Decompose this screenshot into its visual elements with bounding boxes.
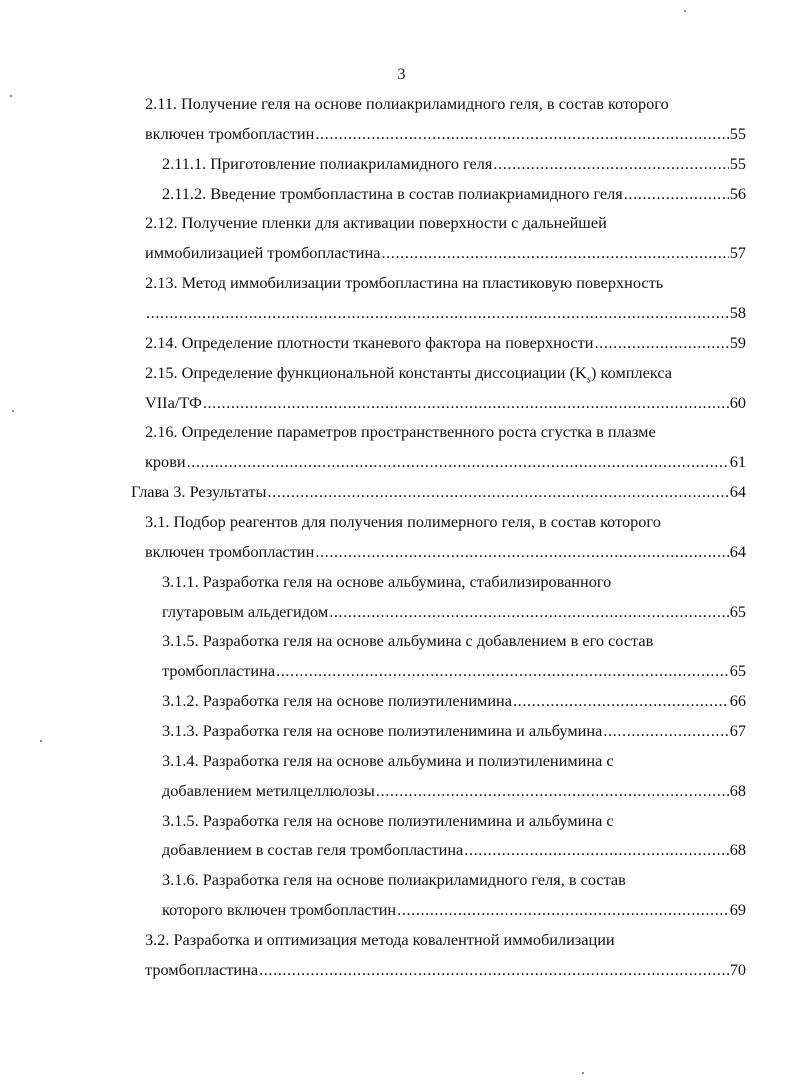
toc-entry-title: 2.13. Метод иммобилизации тромбопластина на пластиковую поверхность	[145, 273, 664, 293]
toc-entry-text	[162, 686, 512, 716]
toc-entry-line	[0, 447, 797, 477]
toc-page-number: 58	[729, 303, 746, 323]
toc-entry-text	[162, 746, 614, 776]
dot-leader	[513, 686, 729, 716]
toc-entry-title: VIIa/ТФ	[145, 392, 202, 412]
toc-entry-title: включен тромбопластин	[145, 541, 315, 561]
toc-entry-line	[0, 925, 797, 955]
toc-page-number: 61	[729, 452, 746, 472]
toc-page-number: 64	[729, 482, 746, 502]
toc-entry-title: добавлением в состав геля тромбопластина	[162, 840, 464, 860]
toc-entry-title: включен тромбопластин	[145, 123, 315, 143]
toc-entry-title: добавлением метилцеллюлозы	[162, 780, 375, 800]
toc-entry-text	[162, 716, 602, 746]
toc-entry-title: 3.1.1. Разработка геля на основе альбумина, стабилизированного	[162, 571, 612, 591]
toc-entry-title: крови	[145, 452, 186, 472]
toc-entry-line	[0, 656, 797, 686]
toc-entry-title: 2.12. Получение пленки для активации поверхности с дальнейшей	[145, 213, 607, 233]
toc-page-number: 56	[729, 183, 746, 203]
toc-entry-line	[0, 955, 797, 985]
toc-page-number: 59	[729, 332, 746, 352]
toc-entry-title: 2.11.1. Приготовление полиакриламидного геля	[162, 153, 493, 173]
toc-entry-title: 3.2. Разработка и оптимизация метода ковалентной иммобилизации	[145, 930, 615, 950]
dot-leader	[203, 388, 729, 418]
toc-entry-text	[162, 149, 492, 179]
dot-leader	[276, 656, 729, 686]
toc-entry-title: 3.1.4. Разработка геля на основе альбумина и полиэтиленимина с	[162, 750, 614, 770]
toc-entry-text	[145, 89, 669, 119]
toc-entry-line	[0, 626, 797, 656]
toc-entry-title: 3.1.3. Разработка геля на основе полиэтиленимина и альбумина	[162, 721, 603, 741]
dot-leader	[267, 477, 728, 507]
toc-entry-title: 3.1.6. Разработка геля на основе полиакриламидного геля, в состав	[162, 870, 626, 890]
toc-entry-line	[0, 716, 797, 746]
toc-entry-title: 3.1.2. Разработка геля на основе полиэтиленимина	[162, 691, 512, 711]
dot-leader	[315, 537, 728, 567]
dot-leader	[376, 776, 729, 806]
toc-page-number: 64	[729, 541, 746, 561]
toc-page-number: 68	[729, 840, 746, 860]
toc-entry-title: тромбопластина	[162, 661, 276, 681]
toc-entry-line	[0, 119, 797, 149]
toc-entry-text	[145, 328, 593, 358]
dot-leader	[329, 597, 729, 627]
dot-leader	[603, 716, 728, 746]
toc-entry-text	[162, 179, 623, 209]
dot-leader	[315, 119, 728, 149]
toc-entry-line	[0, 179, 797, 209]
dot-leader	[624, 179, 729, 209]
toc-entry-text	[162, 835, 463, 865]
dot-leader	[397, 895, 729, 925]
toc-page-number: 55	[729, 153, 746, 173]
scan-speck	[582, 1072, 584, 1074]
toc-entry-line	[0, 149, 797, 179]
toc-entry-line	[0, 417, 797, 447]
dot-leader	[464, 835, 728, 865]
toc-entry-title: 3.1.5. Разработка геля на основе альбумина с добавлением в его состав	[162, 631, 654, 651]
toc-entry-text	[145, 238, 380, 268]
table-of-contents	[0, 89, 797, 985]
dot-leader	[381, 238, 728, 268]
toc-entry-line	[0, 388, 797, 418]
toc-entry-title: 3.1.5. Разработка геля на основе полиэтиленимина и альбумина с	[162, 810, 614, 830]
toc-entry-text	[145, 208, 607, 238]
page-number: 3	[397, 64, 406, 83]
toc-page-number: 68	[729, 780, 746, 800]
toc-entry-line	[0, 746, 797, 776]
scan-speck	[40, 740, 42, 742]
toc-entry-title: глутаровым альдегидом	[162, 601, 329, 621]
toc-entry-line	[0, 268, 797, 298]
toc-entry-line	[0, 507, 797, 537]
toc-entry-text	[162, 806, 614, 836]
toc-entry-text	[162, 597, 328, 627]
toc-page-number: 65	[729, 661, 746, 681]
toc-entry-text	[162, 656, 275, 686]
toc-entry-line	[0, 298, 797, 328]
toc-entry-text	[145, 447, 186, 477]
toc-entry-text	[162, 895, 396, 925]
toc-entry-title: 2.15. Определение функциональной константы диссоциации (K	[145, 362, 587, 382]
toc-entry-text	[131, 477, 266, 507]
toc-page-number: 66	[729, 691, 746, 711]
toc-page-number: 70	[729, 959, 746, 979]
toc-entry-line	[0, 238, 797, 268]
toc-entry-text	[162, 776, 375, 806]
scan-speck	[12, 410, 14, 412]
toc-entry-title-cont: ) комплекса	[591, 362, 672, 382]
toc-entry-title: которого включен тромбопластин	[162, 900, 397, 920]
toc-entry-line	[0, 686, 797, 716]
toc-entry-text	[162, 567, 611, 597]
toc-entry-title: 2.11. Получение геля на основе полиакриламидного геля, в состав которого	[145, 94, 669, 113]
dot-leader	[187, 447, 729, 477]
toc-entry-line	[0, 537, 797, 567]
toc-entry-line	[0, 567, 797, 597]
dot-leader	[493, 149, 728, 179]
toc-entry-line	[0, 328, 797, 358]
dot-leader	[146, 298, 729, 328]
toc-entry-line	[0, 89, 797, 119]
toc-entry-line	[0, 806, 797, 836]
scan-speck	[10, 95, 12, 97]
toc-entry-line	[0, 597, 797, 627]
toc-entry-line	[0, 208, 797, 238]
dot-leader	[259, 955, 729, 985]
toc-page-number: 69	[729, 900, 746, 920]
toc-entry-line	[0, 776, 797, 806]
toc-page-number: 60	[729, 392, 746, 412]
toc-entry-title: Глава 3. Результаты	[131, 482, 267, 502]
toc-entry-line	[0, 895, 797, 925]
toc-entry-title: 2.14. Определение плотности тканевого фактора на поверхности	[145, 332, 594, 352]
toc-entry-title: 2.11.2. Введение тромбопластина в состав полиакриамидного геля	[162, 183, 623, 203]
toc-entry-text	[145, 417, 656, 447]
scan-speck	[684, 10, 686, 12]
toc-entry-text	[145, 507, 661, 537]
toc-entry-line	[0, 477, 797, 507]
toc-entry-line	[0, 358, 797, 388]
toc-entry-text	[145, 388, 202, 418]
toc-entry-line	[0, 865, 797, 895]
toc-entry-line	[0, 835, 797, 865]
dot-leader	[594, 328, 728, 358]
toc-entry-text	[145, 119, 314, 149]
toc-entry-text	[145, 268, 663, 298]
toc-entry-title: 3.1. Подбор реагентов для получения полимерного геля, в состав которого	[145, 512, 661, 532]
toc-entry-title: иммобилизацией тромбопластина	[145, 243, 381, 263]
toc-page-number: 57	[729, 243, 746, 263]
toc-entry-text	[145, 925, 615, 955]
toc-page-number: 55	[729, 123, 746, 143]
toc-entry-title: тромбопластина	[145, 959, 259, 979]
toc-entry-text	[162, 865, 626, 895]
toc-entry-text	[145, 537, 314, 567]
subscript: s	[586, 372, 592, 385]
toc-page-number: 67	[729, 721, 746, 741]
toc-page-number: 65	[729, 601, 746, 621]
toc-entry-text	[162, 626, 653, 656]
toc-entry-text	[145, 955, 258, 985]
toc-entry-title: 2.16. Определение параметров пространственного роста сгустка в плазме	[145, 422, 656, 442]
